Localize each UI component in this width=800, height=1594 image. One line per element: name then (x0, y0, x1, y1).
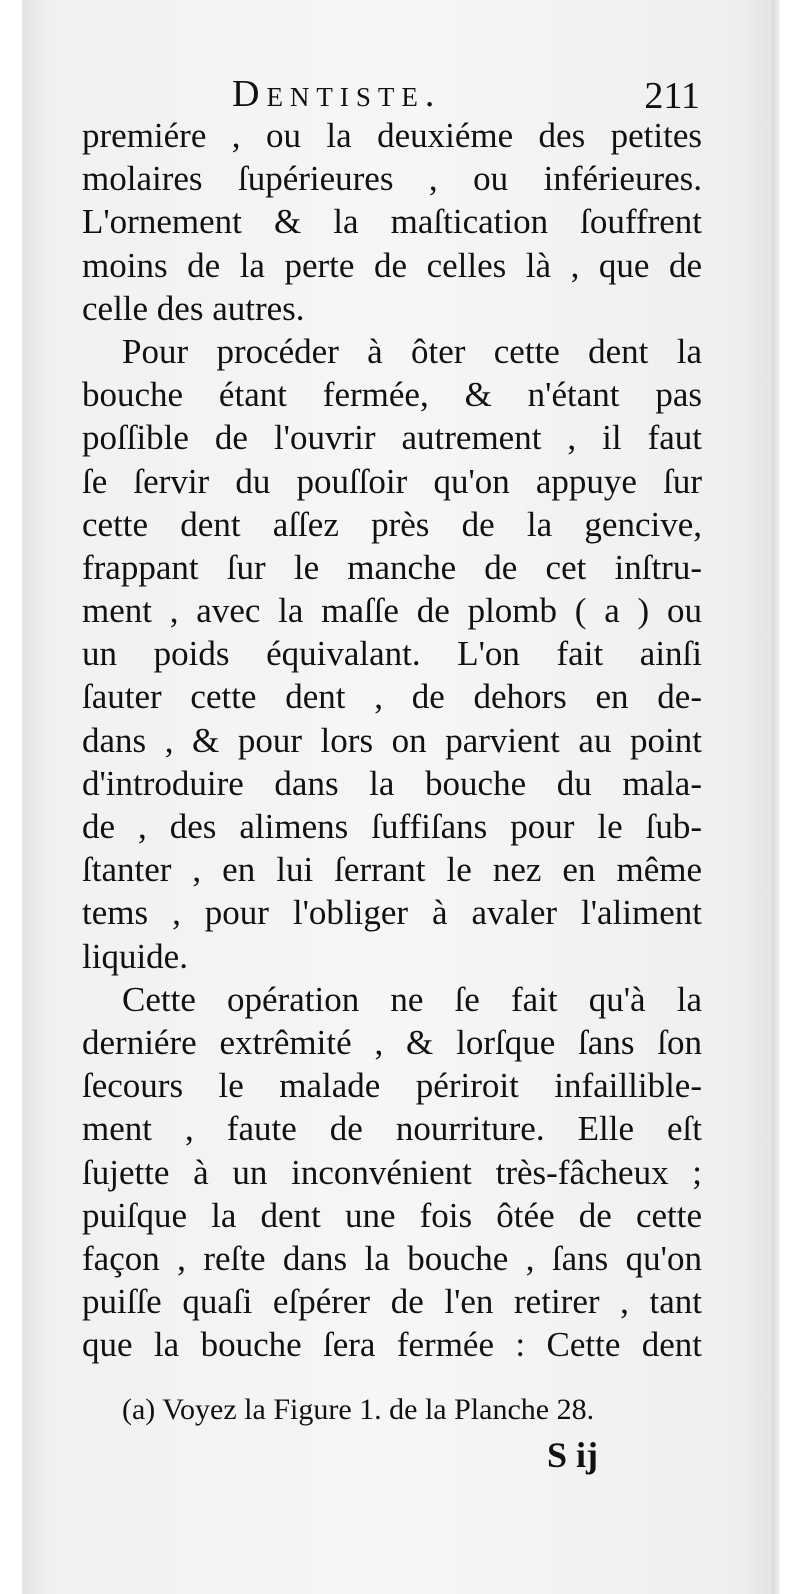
text-line: moins de la perte de celles là , que de (82, 245, 702, 285)
text-line: premiére , ou la deuxiéme des petites (82, 116, 702, 155)
text-line: ſauter cette dent , de dehors en de- (82, 677, 702, 717)
text-line: puiſque la dent une fois ôtée de cette (82, 1195, 702, 1235)
page-number: 211 (644, 75, 700, 117)
page-edge (772, 0, 780, 1594)
text-line: dans , & pour lors on parvient au point (82, 720, 702, 760)
body-text (82, 114, 702, 1366)
text-line: Pour procéder à ôter cette dent la (122, 331, 702, 371)
text-line: molaires ſupérieures , ou inférieures. (82, 159, 702, 199)
text-line: Cette opération ne ſe fait qu'à la (122, 979, 702, 1019)
text-line: bouche étant fermée, & n'étant pas (82, 375, 702, 415)
text-line: liquide. (82, 936, 188, 976)
text-line: de , des alimens ſuffiſans pour le ſub- (82, 807, 702, 846)
text-line: que la bouche ſera fermée : Cette dent (82, 1325, 702, 1365)
text-line: derniére extrêmité , & lorſque ſans ſon (82, 1022, 702, 1062)
text-line: ſtanter , en lui ſerrant le nez en même (82, 850, 702, 890)
text-line: L'ornement & la maſtication ſouffrent (82, 202, 702, 242)
text-line: celle des autres. (82, 288, 305, 328)
text-line: ſecours le malade périroit infaillible- (82, 1066, 702, 1106)
text-line: ſujette à un inconvénient très-fâcheux ; (82, 1152, 702, 1192)
text-line: tems , pour l'obliger à avaler l'aliment (82, 893, 702, 933)
text-line: frappant ſur le manche de cet inſtru- (82, 547, 702, 587)
text-line: ſe ſervir du pouſſoir qu'on appuye ſur (82, 461, 702, 501)
text-line: ment , avec la maſſe de plomb ( a ) ou (82, 591, 702, 631)
text-line: puiſſe quaſi eſpérer de l'en retirer , tant (82, 1282, 702, 1322)
footnote: (a) Voyez la Figure 1. de la Planche 28. (122, 1393, 595, 1426)
running-title: Dentiste. (232, 73, 442, 115)
book-page (22, 0, 780, 1594)
text-line: cette dent aſſez près de la gencive, (82, 504, 702, 544)
signature-mark: S ij (547, 1435, 599, 1475)
text-line: ment , faute de nourriture. Elle eſt (82, 1109, 702, 1149)
text-line: façon , reſte dans la bouche , ſans qu'on (82, 1238, 702, 1278)
text-line: poſſible de l'ouvrir autrement , il faut (82, 418, 702, 458)
page-header (60, 72, 700, 116)
text-line: d'introduire dans la bouche du mala- (82, 763, 702, 803)
text-line: un poids équivalant. L'on fait ainſi (82, 634, 702, 674)
